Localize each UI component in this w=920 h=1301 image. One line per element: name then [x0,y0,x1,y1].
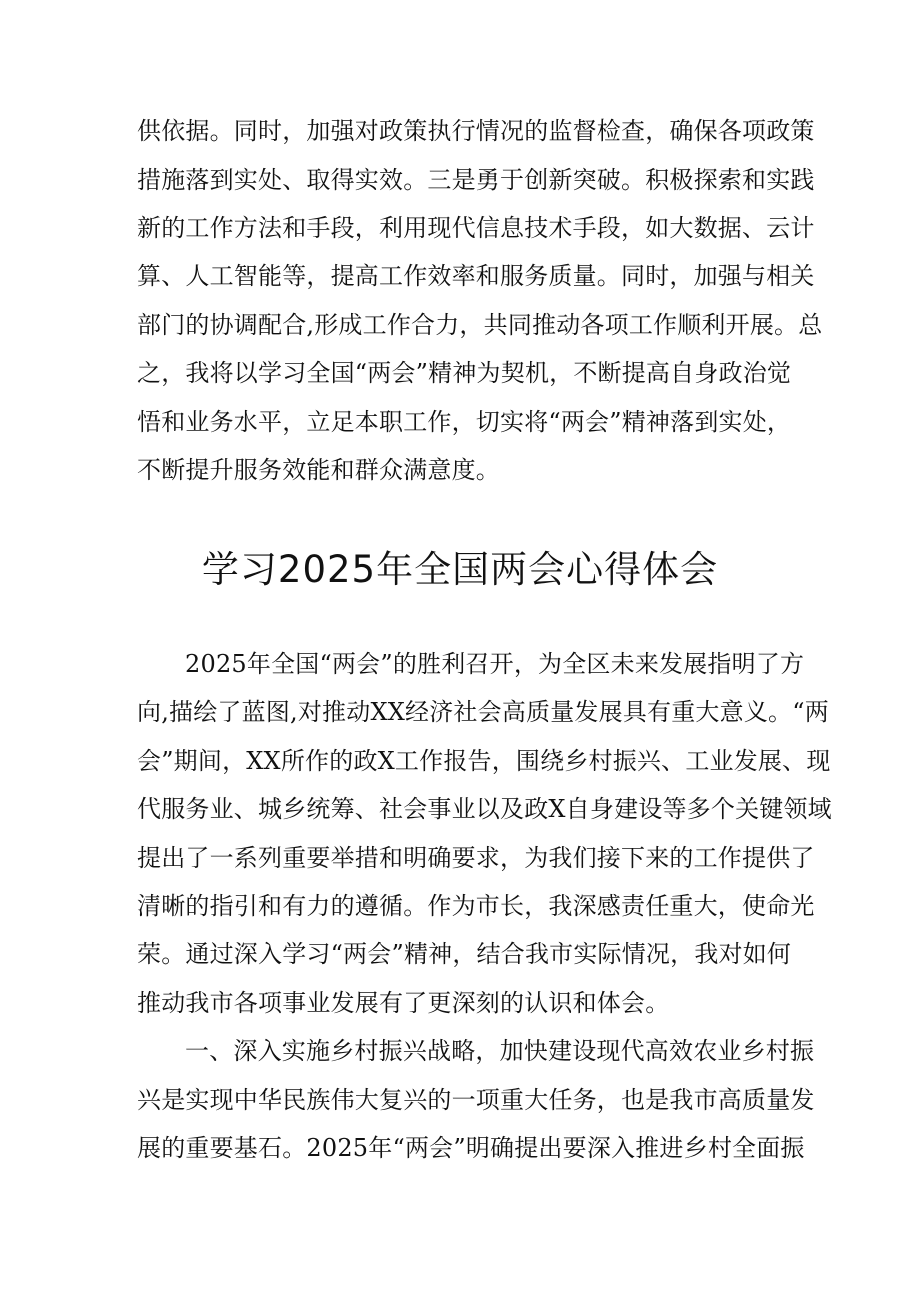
top-paragraph-line: 之，我将以学习全国“两会”精神为契机，不断提高自身政治觉 [137,359,792,387]
top-paragraph-line: 悟和业务水平，立足本职工作，切实将“两会”精神落到实处， [137,408,792,436]
top-paragraph-line: 供依据。同时，加强对政策执行情况的监督检查，确保各项政策 [137,117,815,145]
intro-paragraph-line: 荣。通过深入学习“两会”精神，结合我市实际情况，我对如何 [137,940,792,968]
section-one-line: 兴是实现中华民族伟大复兴的一项重大任务，也是我市高质量发 [137,1086,815,1114]
section-one-line: 一、深入实施乡村振兴战略，加快建设现代高效农业乡村振 [185,1037,815,1065]
document-title: 学习2025年全国两会心得体会 [201,548,719,591]
top-paragraph-line: 措施落到实处、取得实效。三是勇于创新突破。积极探索和实践 [137,166,815,194]
top-paragraph-line: 部门的协调配合,形成工作合力，共同推动各项工作顺利开展。总 [137,311,823,339]
intro-paragraph-line: 向,描绘了蓝图,对推动XX经济社会高质量发展具有重大意义。“两 [137,698,829,726]
intro-paragraph-line: 2025年全国“两会”的胜利召开，为全区未来发展指明了方 [185,650,805,678]
top-paragraph-line: 算、人工智能等，提高工作效率和服务质量。同时，加强与相关 [137,262,815,290]
intro-paragraph-line: 推动我市各项事业发展有了更深刻的认识和体会。 [137,989,670,1017]
intro-paragraph-line: 清晰的指引和有力的遵循。作为市长，我深感责任重大，使命光 [137,892,815,920]
top-paragraph-line: 不断提升服务效能和群众满意度。 [137,456,500,484]
intro-paragraph-line: 提出了一系列重要举措和明确要求，为我们接下来的工作提供了 [137,844,815,872]
top-paragraph-line: 新的工作方法和手段，利用现代信息技术手段，如大数据、云计 [137,214,815,242]
intro-paragraph-line: 会”期间，XX所作的政X工作报告，围绕乡村振兴、工业发展、现 [137,747,831,775]
intro-paragraph-line: 代服务业、城乡统筹、社会事业以及政X自身建设等多个关键领域 [137,795,832,823]
section-one-line: 展的重要基石。2025年“两会”明确提出要深入推进乡村全面振 [137,1134,805,1162]
